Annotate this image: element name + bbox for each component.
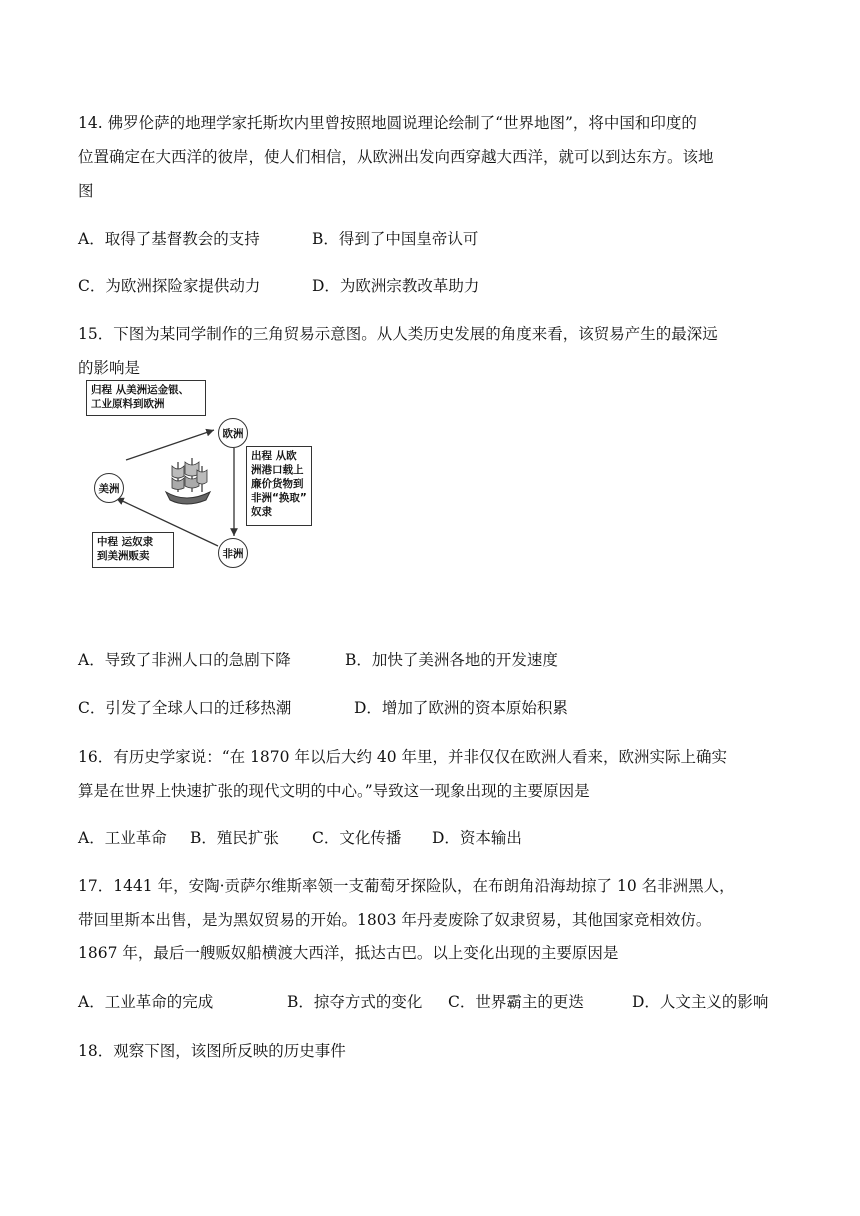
outbound-box-line2: 洲港口载上 xyxy=(251,464,304,476)
q15-option-c: C．引发了全球人口的迁移热潮 xyxy=(78,699,292,717)
q14-option-a: A．取得了基督教会的支持 xyxy=(78,230,260,248)
q17-stem-line2: 带回里斯本出售，是为黑奴贸易的开始。1803 年丹麦废除了奴隶贸易，其他国家竞相效仿。 xyxy=(78,911,712,929)
q14-option-d: D．为欧洲宗教改革助力 xyxy=(312,277,480,295)
q16-option-c: C．文化传播 xyxy=(312,829,402,847)
q15-option-d: D．增加了欧洲的资本原始积累 xyxy=(354,699,568,717)
q17-stem-line3: 1867 年，最后一艘贩奴船横渡大西洋，抵达古巴。以上变化出现的主要原因是 xyxy=(78,944,619,962)
q17-option-b: B．掠夺方式的变化 xyxy=(287,993,423,1011)
q14-option-c: C．为欧洲探险家提供动力 xyxy=(78,277,261,295)
q15-option-a: A．导致了非洲人口的急剧下降 xyxy=(78,651,291,669)
return-box-line1: 归程 从美洲运金银、 xyxy=(91,384,190,396)
q16-stem-line2: 算是在世界上快速扩张的现代文明的中心。”导致这一现象出现的主要原因是 xyxy=(78,782,590,800)
europe-node: 欧洲 xyxy=(218,418,248,448)
q16-option-b: B．殖民扩张 xyxy=(190,829,279,847)
q14-stem-line3: 图 xyxy=(78,182,94,200)
middle-box-line1: 中程 运奴隶 xyxy=(97,536,154,548)
return-box-line2: 工业原料到欧洲 xyxy=(91,398,165,410)
q14-stem-line2: 位置确定在大西洋的彼岸，使人们相信，从欧洲出发向西穿越大西洋，就可以到达东方。该地 xyxy=(78,148,714,166)
sailing-ship-icon xyxy=(166,458,210,504)
middle-box-line2: 到美洲贩卖 xyxy=(97,550,150,562)
outbound-box-line3: 廉价货物到 xyxy=(251,478,304,490)
q17-stem-line1: 17．1441 年，安陶·贡萨尔维斯率领一支葡萄牙探险队，在布朗角沿海劫掠了 10 名非洲黑人， xyxy=(78,877,735,895)
outbound-box-line5: 奴隶 xyxy=(251,506,272,518)
return-voyage-box xyxy=(86,380,206,416)
outbound-box-line4: 非洲“换取” xyxy=(251,492,307,504)
return-arrow xyxy=(126,430,214,460)
q15-stem-line1: 15．下图为某同学制作的三角贸易示意图。从人类历史发展的角度来看，该贸易产生的最深远 xyxy=(78,325,718,343)
america-node: 美洲 xyxy=(94,473,124,503)
q16-option-d: D．资本输出 xyxy=(432,829,522,847)
middle-passage-box xyxy=(92,532,174,568)
q18-stem-line1: 18．观察下图，该图所反映的历史事件 xyxy=(78,1042,346,1060)
q16-option-a: A．工业革命 xyxy=(78,829,167,847)
triangle-trade-diagram xyxy=(82,378,322,578)
q16-stem-line1: 16．有历史学家说：“在 1870 年以后大约 40 年里，并非仅仅在欧洲人看来，欧洲实际上确实 xyxy=(78,748,728,766)
africa-node: 非洲 xyxy=(218,538,248,568)
q14-option-b: B．得到了中国皇帝认可 xyxy=(312,230,479,248)
q15-stem-line2: 的影响是 xyxy=(78,359,141,377)
q17-option-a: A．工业革命的完成 xyxy=(78,993,214,1011)
q14-stem-line1: 14. 佛罗伦萨的地理学家托斯坎内里曾按照地圆说理论绘制了“世界地图”，将中国和印度的 xyxy=(78,114,697,132)
q15-option-b: B．加快了美洲各地的开发速度 xyxy=(345,651,558,669)
q17-option-c: C．世界霸主的更迭 xyxy=(448,993,584,1011)
outbound-voyage-box xyxy=(246,446,312,526)
q17-option-d: D．人文主义的影响 xyxy=(632,993,769,1011)
outbound-box-line1: 出程 从欧 xyxy=(251,450,297,462)
